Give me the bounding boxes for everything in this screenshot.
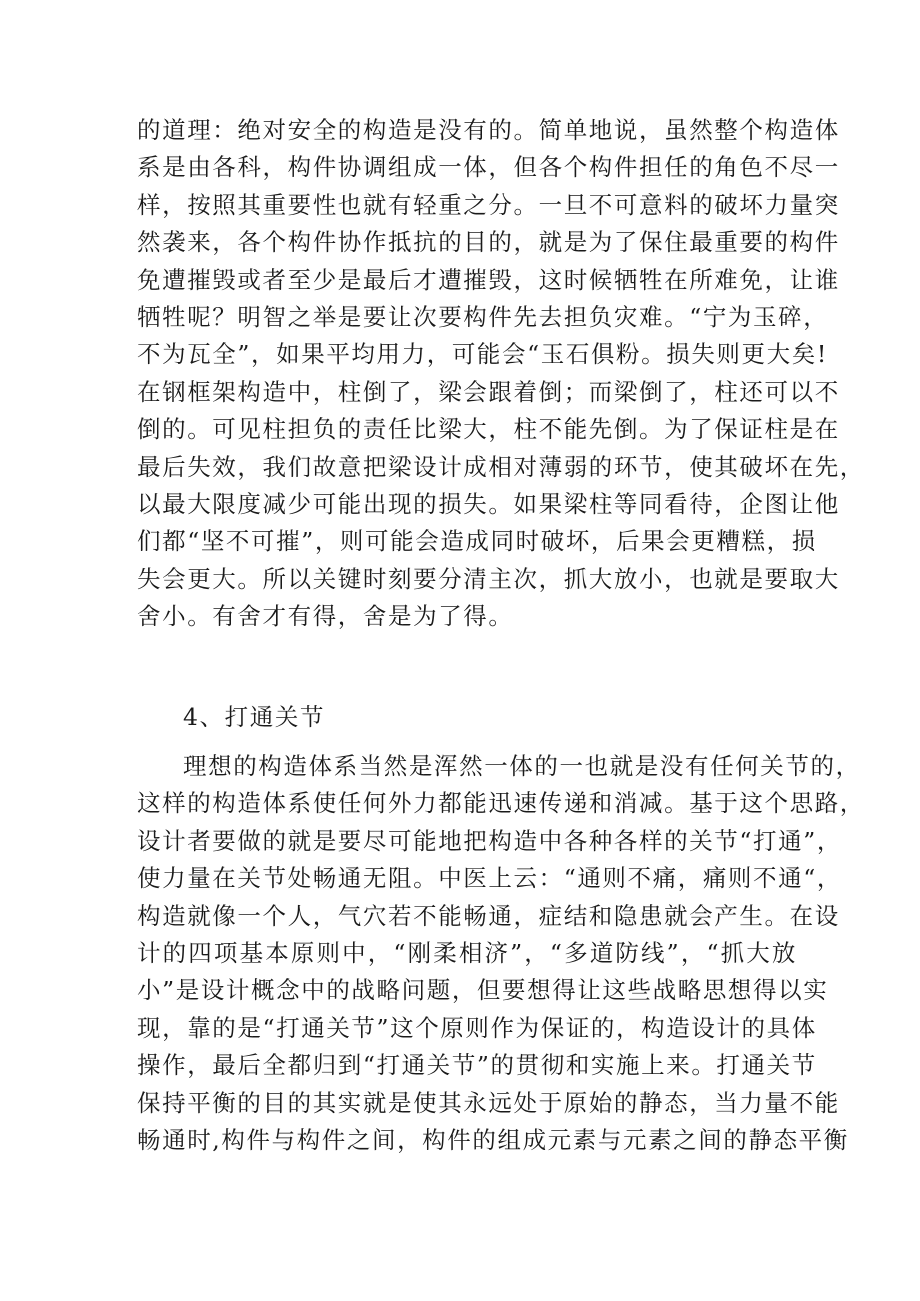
text-line: 最后失效，我们故意把梁设计成相对薄弱的环节，使其破坏在先， [137, 452, 865, 481]
text-line: 畅通时,构件与构件之间，构件的组成元素与元素之间的静态平衡 [137, 1125, 849, 1154]
text-line: 小”是设计概念中的战略问题，但要想得让这些战略思想得以实 [137, 976, 829, 1005]
paragraph-continued [137, 112, 865, 635]
text-line: 失会更大。所以关键时刻要分清主次，抓大放小，也就是要取大 [137, 564, 840, 593]
text-line: 计的四项基本原则中，“刚柔相济”，“多道防线”，“抓大放 [137, 938, 797, 967]
text-line: 以最大限度减少可能出现的损失。如果梁柱等同看待，企图让他 [137, 489, 840, 518]
text-line: 使力量在关节处畅通无阻。中医上云：“通则不痛，痛则不通“， [137, 864, 842, 893]
text-line: 这样的构造体系使任何外力都能迅速传递和消减。基于这个思路， [137, 789, 865, 818]
text-line: 保持平衡的目的其实就是使其永远处于原始的静态，当力量不能 [137, 1088, 840, 1117]
text-line: 倒的。可见柱担负的责任比梁大，柱不能先倒。为了保证柱是在 [137, 415, 840, 444]
text-line: 构造就像一个人，气穴若不能畅通，症结和隐患就会产生。在设 [137, 901, 840, 930]
text-line: 样，按照其重要性也就有轻重之分。一旦不可意料的破坏力量突 [137, 190, 840, 219]
text-line: 免遭摧毁或者至少是最后才遭摧毁，这时候牺牲在所难免，让谁 [137, 265, 840, 294]
paragraph-section-4 [137, 748, 865, 1159]
text-line: 们都“坚不可摧”，则可能会造成同时破坏，后果会更糟糕，损 [137, 527, 817, 556]
text-line: 不为瓦全”，如果平均用力，可能会“玉石俱粉。损失则更大矣! [137, 340, 828, 369]
text-line: 设计者要做的就是要尽可能地把构造中各种各样的关节“打通”， [137, 826, 842, 855]
text-line: 系是由各科，构件协调组成一体，但各个构件担任的角色不尽一 [137, 153, 840, 182]
text-line: 的道理：绝对安全的构造是没有的。简单地说，虽然整个构造体 [137, 116, 840, 144]
text-line: 理想的构造体系当然是浑然一体的一也就是没有任何关节的， [183, 752, 861, 780]
text-line: 舍小。有舍才有得，舍是为了得。 [137, 602, 514, 631]
text-line: 牺牲呢？明智之举是要让次要构件先去担负灾难。“宁为玉碎， [137, 302, 829, 331]
text-line: 操作，最后全都归到“打通关节”的贯彻和实施上来。打通关节 [137, 1051, 817, 1080]
section-heading: 4、打通关节 [183, 703, 326, 731]
text-line: 然袭来，各个构件协作抵抗的目的，就是为了保住最重要的构件 [137, 228, 840, 257]
text-line: 在钢框架构造中，柱倒了，梁会跟着倒；而梁倒了，柱还可以不 [137, 377, 840, 406]
text-line: 现，靠的是“打通关节”这个原则作为保证的，构造设计的具体 [137, 1013, 817, 1042]
